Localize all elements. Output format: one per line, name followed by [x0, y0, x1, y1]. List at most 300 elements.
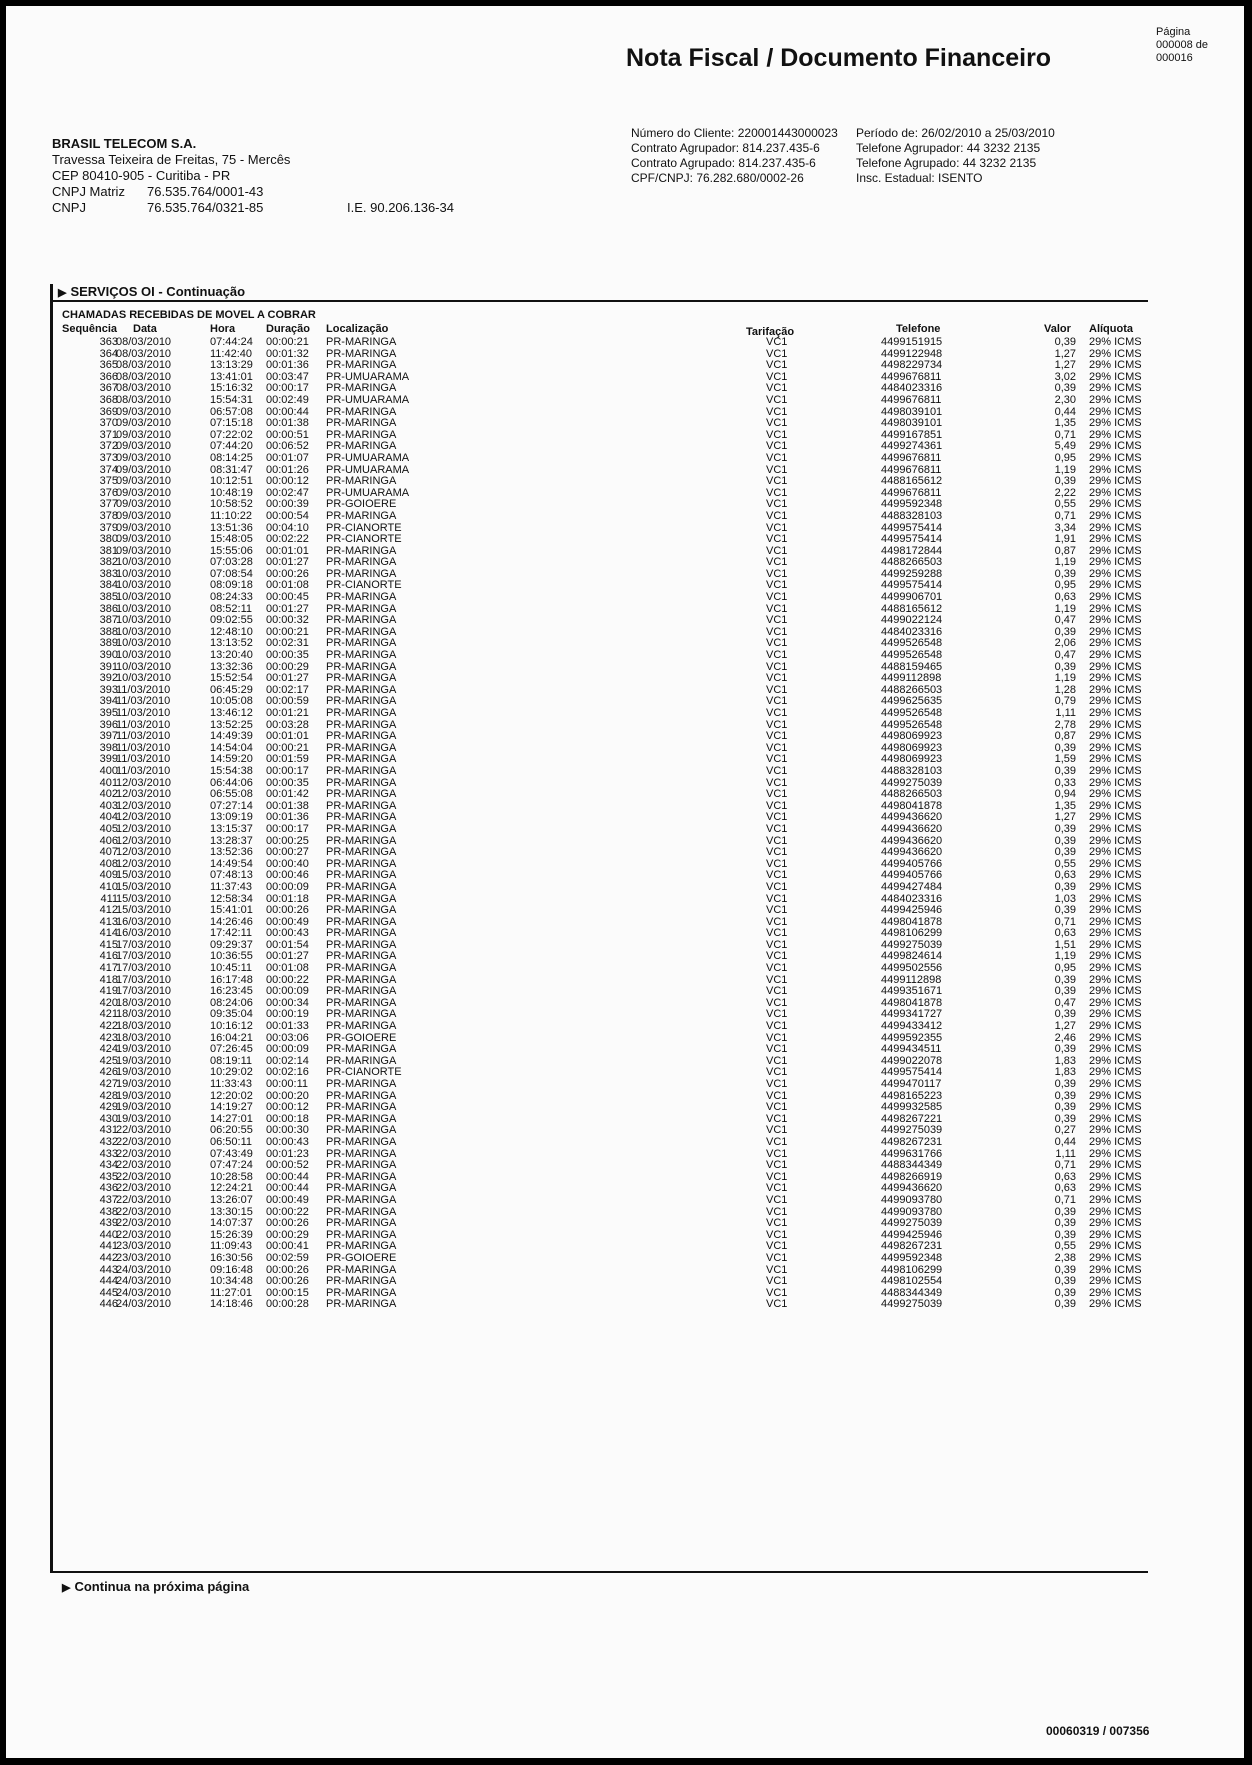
cell-hora: 11:37:43: [210, 880, 253, 893]
cell-data: 08/03/2010: [116, 336, 172, 348]
cell-duracao: 00:01:21: [266, 707, 309, 719]
cell-valor: 0,63: [1054, 591, 1076, 604]
cell-aliquota: 29% ICMS: [1089, 1263, 1142, 1276]
cell-tarifacao: VC1: [766, 1298, 788, 1311]
cell-telefone: 4484023316: [881, 625, 943, 638]
cell-hora: 13:51:36: [210, 521, 253, 534]
cell-sequencia: 437: [99, 1193, 118, 1206]
cell-valor: 0,44: [1054, 405, 1076, 418]
cell-aliquota: 29% ICMS: [1089, 533, 1142, 546]
cell-duracao: 00:00:18: [266, 1112, 309, 1125]
cell-tarifacao: VC1: [766, 753, 788, 766]
cell-tarifacao: VC1: [766, 1286, 788, 1299]
cell-hora: 10:28:58: [210, 1170, 253, 1183]
cnpj-value: 76.535.764/0321-85: [147, 200, 264, 215]
cell-hora: 09:16:48: [210, 1263, 253, 1276]
cell-localizacao: PR-MARINGA: [326, 718, 397, 731]
cell-duracao: 00:00:17: [266, 822, 309, 835]
cell-sequencia: 414: [99, 927, 118, 940]
cell-hora: 07:43:49: [210, 1147, 253, 1160]
cell-hora: 13:13:52: [210, 637, 253, 650]
cell-localizacao: PR-MARINGA: [326, 788, 397, 801]
cell-tarifacao: VC1: [766, 393, 788, 406]
cell-data: 18/03/2010: [116, 1008, 172, 1021]
cell-data: 17/03/2010: [116, 962, 172, 975]
cell-aliquota: 29% ICMS: [1089, 614, 1142, 627]
cell-localizacao: PR-MARINGA: [326, 1170, 397, 1183]
cell-localizacao: PR-MARINGA: [326, 753, 397, 766]
cell-hora: 06:50:11: [210, 1135, 253, 1148]
cell-localizacao: PR-CIANORTE: [326, 521, 402, 534]
table-row: [6, 905, 1252, 917]
cell-tarifacao: VC1: [766, 451, 788, 464]
cell-sequencia: 439: [99, 1217, 118, 1230]
cell-duracao: 00:00:41: [266, 1240, 309, 1253]
cell-telefone: 4499274361: [881, 440, 943, 453]
cell-tarifacao: VC1: [766, 359, 788, 372]
cell-hora: 10:34:48: [210, 1275, 253, 1288]
cell-telefone: 4498165223: [881, 1089, 943, 1102]
cell-aliquota: 29% ICMS: [1089, 996, 1142, 1009]
cell-telefone: 4499405766: [881, 869, 943, 882]
cell-localizacao: PR-MARINGA: [326, 1240, 397, 1253]
cell-sequencia: 428: [99, 1089, 118, 1102]
cell-data: 12/03/2010: [116, 857, 172, 870]
cell-hora: 08:24:06: [210, 996, 253, 1009]
cell-data: 09/03/2010: [116, 498, 172, 511]
cell-valor: 0,39: [1054, 741, 1076, 754]
cell-telefone: 4499575414: [881, 521, 943, 534]
table-row: [6, 395, 1252, 407]
cell-data: 11/03/2010: [116, 707, 171, 719]
col-valor: Valor: [1044, 323, 1071, 335]
table-row: [6, 847, 1252, 859]
cell-localizacao: PR-MARINGA: [326, 1228, 397, 1241]
cell-localizacao: PR-MARINGA: [326, 1205, 397, 1218]
cell-hora: 09:02:55: [210, 614, 253, 627]
cell-tarifacao: VC1: [766, 834, 788, 847]
cell-duracao: 00:00:34: [266, 996, 309, 1009]
cell-hora: 10:12:51: [210, 475, 253, 488]
cell-duracao: 00:02:17: [266, 683, 309, 696]
cell-localizacao: PR-MARINGA: [326, 1124, 397, 1137]
cell-telefone: 4488266503: [881, 683, 943, 696]
cell-sequencia: 413: [99, 915, 118, 928]
cell-telefone: 4499433412: [881, 1020, 943, 1033]
table-row: [6, 1079, 1252, 1091]
cell-tarifacao: VC1: [766, 660, 788, 673]
cell-sequencia: 444: [99, 1275, 118, 1288]
cell-telefone: 4498106299: [881, 927, 943, 940]
cell-tarifacao: VC1: [766, 567, 788, 580]
page-total: 000016: [1156, 52, 1193, 64]
cell-aliquota: 29% ICMS: [1089, 799, 1142, 812]
cell-valor: 1,27: [1054, 359, 1076, 372]
cell-data: 24/03/2010: [116, 1298, 172, 1311]
cell-hora: 13:32:36: [210, 660, 253, 673]
cell-data: 24/03/2010: [116, 1286, 172, 1299]
cell-duracao: 00:00:09: [266, 985, 309, 998]
cell-duracao: 00:01:42: [266, 788, 309, 801]
cell-sequencia: 397: [99, 730, 118, 743]
cell-valor: 0,63: [1054, 1170, 1076, 1183]
cell-valor: 3,34: [1054, 521, 1076, 534]
cell-data: 10/03/2010: [116, 567, 172, 580]
cell-valor: 0,39: [1054, 1101, 1076, 1114]
cell-localizacao: PR-MARINGA: [326, 1159, 397, 1172]
cell-data: 22/03/2010: [116, 1193, 172, 1206]
cell-telefone: 4499676811: [881, 486, 942, 499]
cell-hora: 08:09:18: [210, 579, 253, 592]
cell-localizacao: PR-MARINGA: [326, 1054, 397, 1067]
cell-data: 09/03/2010: [116, 486, 172, 499]
cell-localizacao: PR-MARINGA: [326, 1135, 397, 1148]
cell-localizacao: PR-MARINGA: [326, 741, 397, 754]
company-info: [52, 136, 290, 216]
cell-valor: 0,95: [1054, 451, 1076, 464]
cell-sequencia: 395: [99, 707, 118, 719]
contrato-agrupador: Contrato Agrupador: 814.237.435-6: [631, 141, 820, 155]
table-row: [6, 476, 1252, 488]
cell-localizacao: PR-MARINGA: [326, 950, 397, 963]
cell-localizacao: PR-CIANORTE: [326, 533, 402, 546]
cell-data: 23/03/2010: [116, 1240, 172, 1253]
cell-tarifacao: VC1: [766, 625, 788, 638]
cell-tarifacao: VC1: [766, 985, 788, 998]
cell-sequencia: 369: [99, 405, 118, 418]
cell-telefone: 4488344349: [881, 1159, 943, 1172]
cell-duracao: 00:01:38: [266, 799, 309, 812]
cell-hora: 15:54:38: [210, 764, 253, 777]
cell-tarifacao: VC1: [766, 1124, 788, 1137]
cell-telefone: 4488344349: [881, 1286, 943, 1299]
cell-duracao: 00:00:09: [266, 880, 309, 893]
cell-hora: 07:03:28: [210, 556, 253, 569]
cell-data: 11/03/2010: [116, 730, 171, 743]
cell-sequencia: 371: [99, 428, 118, 441]
document-number: 00060319 / 007356: [1046, 1724, 1150, 1738]
cell-valor: 0,71: [1054, 1193, 1076, 1206]
cell-localizacao: PR-MARINGA: [326, 359, 397, 372]
cell-tarifacao: VC1: [766, 904, 788, 917]
cell-telefone: 4499093780: [881, 1193, 943, 1206]
cell-aliquota: 29% ICMS: [1089, 509, 1142, 522]
cell-tarifacao: VC1: [766, 556, 788, 569]
calls-table: [6, 337, 1252, 1311]
company-address: Travessa Teixeira de Freitas, 75 - Mercês: [52, 152, 291, 167]
cell-localizacao: PR-MARINGA: [326, 405, 397, 418]
cell-telefone: 4498102554: [881, 1275, 943, 1288]
cell-sequencia: 370: [99, 417, 118, 430]
client-contract-info: [631, 126, 838, 186]
cell-duracao: 00:00:12: [266, 475, 309, 488]
cell-aliquota: 29% ICMS: [1089, 393, 1142, 406]
cell-hora: 12:24:21: [210, 1182, 253, 1195]
cell-sequencia: 367: [99, 382, 118, 395]
cell-duracao: 00:02:47: [266, 486, 309, 499]
cell-aliquota: 29% ICMS: [1089, 359, 1142, 372]
cell-localizacao: PR-MARINGA: [326, 1298, 397, 1311]
col-localizacao: Localização: [326, 323, 389, 335]
cell-telefone: 4499434511: [881, 1043, 942, 1056]
cell-duracao: 00:00:49: [266, 1193, 309, 1206]
cell-tarifacao: VC1: [766, 417, 788, 430]
cell-tarifacao: VC1: [766, 1228, 788, 1241]
cell-data: 19/03/2010: [116, 1054, 172, 1067]
cell-duracao: 00:00:49: [266, 915, 309, 928]
cell-sequencia: 383: [99, 567, 118, 580]
cell-aliquota: 29% ICMS: [1089, 1101, 1142, 1114]
cell-telefone: 4499167851: [881, 428, 943, 441]
cell-tarifacao: VC1: [766, 533, 788, 546]
cell-hora: 13:46:12: [210, 707, 253, 719]
cell-duracao: 00:03:06: [266, 1031, 309, 1044]
cell-sequencia: 420: [99, 996, 118, 1009]
cell-duracao: 00:00:15: [266, 1286, 309, 1299]
cell-aliquota: 29% ICMS: [1089, 1124, 1142, 1137]
cell-valor: 0,39: [1054, 880, 1076, 893]
cnpj-matriz-value: 76.535.764/0001-43: [147, 184, 264, 199]
cell-tarifacao: VC1: [766, 846, 788, 859]
col-duracao: Duração: [266, 323, 311, 335]
cell-localizacao: PR-UMUARAMA: [326, 393, 410, 406]
cell-aliquota: 29% ICMS: [1089, 1251, 1142, 1264]
cell-valor: 1,19: [1054, 950, 1076, 963]
cell-data: 11/03/2010: [116, 764, 171, 777]
cell-data: 09/03/2010: [116, 544, 172, 557]
cell-valor: 0,47: [1054, 649, 1076, 662]
cell-valor: 1,83: [1054, 1066, 1076, 1079]
cell-hora: 07:26:45: [210, 1043, 253, 1056]
table-row: [6, 1160, 1252, 1172]
col-aliquota: Alíquota: [1089, 323, 1133, 335]
cell-localizacao: PR-MARINGA: [326, 672, 397, 685]
cnpj-label: CNPJ: [52, 200, 86, 215]
cell-telefone: 4484023316: [881, 892, 943, 905]
cell-localizacao: PR-MARINGA: [326, 869, 397, 882]
cell-data: 22/03/2010: [116, 1228, 172, 1241]
cell-sequencia: 409: [99, 869, 118, 882]
cell-duracao: 00:01:54: [266, 938, 309, 951]
cell-valor: 1,35: [1054, 799, 1076, 812]
cell-telefone: 4499351671: [881, 985, 943, 998]
cell-sequencia: 412: [99, 904, 118, 917]
page-label: Página: [1156, 26, 1191, 38]
cell-sequencia: 433: [99, 1147, 118, 1160]
cell-valor: 1,11: [1055, 707, 1076, 719]
cell-valor: 0,63: [1054, 869, 1076, 882]
cell-data: 12/03/2010: [116, 799, 172, 812]
cell-sequencia: 403: [99, 799, 118, 812]
cell-data: 10/03/2010: [116, 602, 172, 615]
cell-hora: 13:52:25: [210, 718, 253, 731]
cell-aliquota: 29% ICMS: [1089, 660, 1142, 673]
cell-hora: 16:30:56: [210, 1251, 253, 1264]
cell-duracao: 00:00:43: [266, 1135, 309, 1148]
cell-sequencia: 430: [99, 1112, 118, 1125]
cell-valor: 1,27: [1054, 347, 1076, 360]
cell-duracao: 00:02:22: [266, 533, 309, 546]
cell-aliquota: 29% ICMS: [1089, 915, 1142, 928]
cell-sequencia: 387: [99, 614, 118, 627]
cell-data: 10/03/2010: [116, 579, 172, 592]
cell-duracao: 00:00:21: [266, 625, 309, 638]
cell-valor: 0,95: [1054, 579, 1076, 592]
cell-tarifacao: VC1: [766, 382, 788, 395]
cell-sequencia: 417: [99, 962, 118, 975]
cell-data: 15/03/2010: [116, 880, 172, 893]
cell-localizacao: PR-MARINGA: [326, 938, 397, 951]
cell-tarifacao: VC1: [766, 428, 788, 441]
cell-sequencia: 435: [99, 1170, 118, 1183]
cell-hora: 10:45:11: [210, 962, 253, 975]
cell-valor: 0,71: [1054, 428, 1076, 441]
cell-data: 17/03/2010: [116, 973, 172, 986]
cell-sequencia: 384: [99, 579, 118, 592]
cell-tarifacao: VC1: [766, 1193, 788, 1206]
cell-duracao: 00:00:17: [266, 382, 309, 395]
cell-valor: 2,30: [1054, 393, 1076, 406]
cell-sequencia: 381: [99, 544, 118, 557]
cell-aliquota: 29% ICMS: [1089, 556, 1142, 569]
cell-sequencia: 418: [99, 973, 118, 986]
cell-data: 22/03/2010: [116, 1159, 172, 1172]
page-indicator: [1156, 26, 1208, 65]
cell-data: 10/03/2010: [116, 637, 172, 650]
table-row: [6, 534, 1252, 546]
cell-hora: 14:18:46: [210, 1298, 253, 1311]
cell-localizacao: PR-MARINGA: [326, 1182, 397, 1195]
cell-hora: 08:52:11: [210, 602, 253, 615]
cell-valor: 0,55: [1054, 1240, 1076, 1253]
cell-valor: 0,39: [1054, 336, 1076, 348]
cell-tarifacao: VC1: [766, 1066, 788, 1079]
cell-telefone: 4499625635: [881, 695, 943, 708]
cell-duracao: 00:01:27: [266, 602, 309, 615]
cell-telefone: 4498267231: [881, 1135, 943, 1148]
cell-data: 11/03/2010: [116, 718, 171, 731]
cell-tarifacao: VC1: [766, 927, 788, 940]
cell-duracao: 00:01:59: [266, 753, 309, 766]
cell-valor: 0,39: [1054, 1008, 1076, 1021]
table-row: [6, 708, 1252, 720]
cell-hora: 11:42:40: [210, 347, 253, 360]
page-current: 000008 de: [1156, 39, 1208, 51]
table-row: [6, 1299, 1252, 1311]
cell-duracao: 00:01:36: [266, 359, 309, 372]
cell-duracao: 00:00:59: [266, 695, 309, 708]
cell-duracao: 00:04:10: [266, 521, 309, 534]
cell-hora: 08:24:33: [210, 591, 253, 604]
cell-tarifacao: VC1: [766, 869, 788, 882]
cell-data: 19/03/2010: [116, 1101, 172, 1114]
cell-data: 17/03/2010: [116, 950, 172, 963]
cell-valor: 2,22: [1054, 486, 1076, 499]
cell-valor: 0,94: [1054, 788, 1076, 801]
cell-localizacao: PR-CIANORTE: [326, 1066, 402, 1079]
cell-hora: 15:48:05: [210, 533, 253, 546]
cell-tarifacao: VC1: [766, 1135, 788, 1148]
cell-sequencia: 441: [99, 1240, 118, 1253]
cell-data: 09/03/2010: [116, 463, 172, 476]
cell-duracao: 00:01:08: [266, 962, 309, 975]
cell-hora: 15:41:01: [210, 904, 253, 917]
cell-valor: 0,39: [1054, 475, 1076, 488]
cell-tarifacao: VC1: [766, 1101, 788, 1114]
cell-aliquota: 29% ICMS: [1089, 370, 1142, 383]
document-page: [6, 6, 1244, 1758]
cell-valor: 2,78: [1054, 718, 1076, 731]
table-row: [6, 1276, 1252, 1288]
cell-data: 12/03/2010: [116, 788, 172, 801]
cell-aliquota: 29% ICMS: [1089, 1170, 1142, 1183]
cell-aliquota: 29% ICMS: [1089, 1054, 1142, 1067]
cell-aliquota: 29% ICMS: [1089, 498, 1142, 511]
cell-data: 17/03/2010: [116, 985, 172, 998]
cell-localizacao: PR-MARINGA: [326, 996, 397, 1009]
cell-sequencia: 396: [99, 718, 118, 731]
cell-sequencia: 408: [99, 857, 118, 870]
cell-valor: 0,27: [1054, 1124, 1076, 1137]
cell-tarifacao: VC1: [766, 370, 788, 383]
cell-data: 19/03/2010: [116, 1066, 172, 1079]
cell-aliquota: 29% ICMS: [1089, 1135, 1142, 1148]
cell-aliquota: 29% ICMS: [1089, 973, 1142, 986]
cell-localizacao: PR-MARINGA: [326, 857, 397, 870]
cell-valor: 0,55: [1054, 857, 1076, 870]
cell-valor: 2,06: [1054, 637, 1076, 650]
cell-sequencia: 404: [99, 811, 118, 824]
cell-telefone: 4498266919: [881, 1170, 943, 1183]
cell-duracao: 00:01:27: [266, 556, 309, 569]
col-hora: Hora: [210, 323, 236, 335]
cell-hora: 07:27:14: [210, 799, 253, 812]
cell-sequencia: 401: [99, 776, 118, 789]
cell-localizacao: PR-MARINGA: [326, 1147, 397, 1160]
cell-hora: 07:48:13: [210, 869, 253, 882]
cell-localizacao: PR-MARINGA: [326, 1193, 397, 1206]
cell-hora: 13:15:37: [210, 822, 253, 835]
cell-data: 08/03/2010: [116, 347, 172, 360]
table-row: [6, 1253, 1252, 1265]
cell-duracao: 00:00:39: [266, 498, 309, 511]
cell-valor: 0,87: [1054, 544, 1076, 557]
cell-data: 11/03/2010: [116, 695, 171, 708]
cell-valor: 0,39: [1054, 1298, 1076, 1311]
cell-tarifacao: VC1: [766, 405, 788, 418]
cell-telefone: 4499676811: [881, 370, 942, 383]
cell-data: 12/03/2010: [116, 811, 172, 824]
cell-valor: 1,11: [1055, 1147, 1076, 1160]
cell-aliquota: 29% ICMS: [1089, 1066, 1142, 1079]
cell-duracao: 00:00:26: [266, 1217, 309, 1230]
cell-duracao: 00:00:21: [266, 741, 309, 754]
table-row: [6, 453, 1252, 465]
cell-sequencia: 438: [99, 1205, 118, 1218]
table-row: [6, 1195, 1252, 1207]
cell-duracao: 00:00:26: [266, 567, 309, 580]
cell-valor: 0,39: [1054, 904, 1076, 917]
cell-sequencia: 385: [99, 591, 118, 604]
cell-telefone: 4499526548: [881, 637, 943, 650]
table-row: [6, 1021, 1252, 1033]
cell-duracao: 00:00:21: [266, 336, 309, 348]
cell-telefone: 4499275039: [881, 776, 943, 789]
cell-tarifacao: VC1: [766, 579, 788, 592]
cell-aliquota: 29% ICMS: [1089, 753, 1142, 766]
cell-localizacao: PR-MARINGA: [326, 1078, 397, 1090]
cell-aliquota: 29% ICMS: [1089, 451, 1142, 464]
